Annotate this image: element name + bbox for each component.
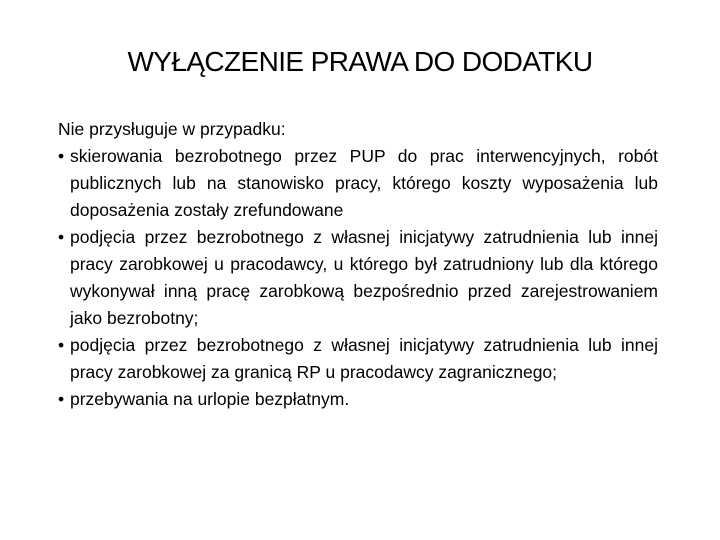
slide-content — [58, 116, 658, 413]
bullet-text: podjęcia przez bezrobotnego z własnej inicjatywy zatrudnienia lub innej pracy zarobkowej u pracodawcy, u którego był zatrudniony lub dla którego wykonywał inną pracę zarobkową bezpośrednio przed zarejestrowaniem jako bezrobotny; — [70, 227, 658, 328]
bullet-icon: • — [58, 389, 65, 409]
bullet-icon: • — [58, 146, 65, 166]
intro-text: Nie przysługuje w przypadku: — [58, 119, 286, 139]
bullet-text: skierowania bezrobotnego przez PUP do prac interwencyjnych, robót publicznych lub na stanowisko pracy, którego koszty wyposażenia lub doposażenia zostały zrefundowane — [70, 146, 658, 220]
slide-title: WYŁĄCZENIE PRAWA DO DODATKU — [127, 46, 593, 77]
bullet-item — [58, 386, 658, 413]
bullet-item — [58, 224, 658, 332]
bullet-icon: • — [58, 335, 65, 355]
bullet-list — [58, 143, 658, 413]
bullet-item — [58, 332, 658, 386]
bullet-text: przebywania na urlopie bezpłatnym. — [70, 389, 350, 409]
bullet-icon: • — [58, 227, 65, 247]
bullet-text: podjęcia przez bezrobotnego z własnej inicjatywy zatrudnienia lub innej pracy zarobkowej za granicą RP u pracodawcy zagranicznego; — [70, 335, 658, 382]
bullet-item — [58, 143, 658, 224]
